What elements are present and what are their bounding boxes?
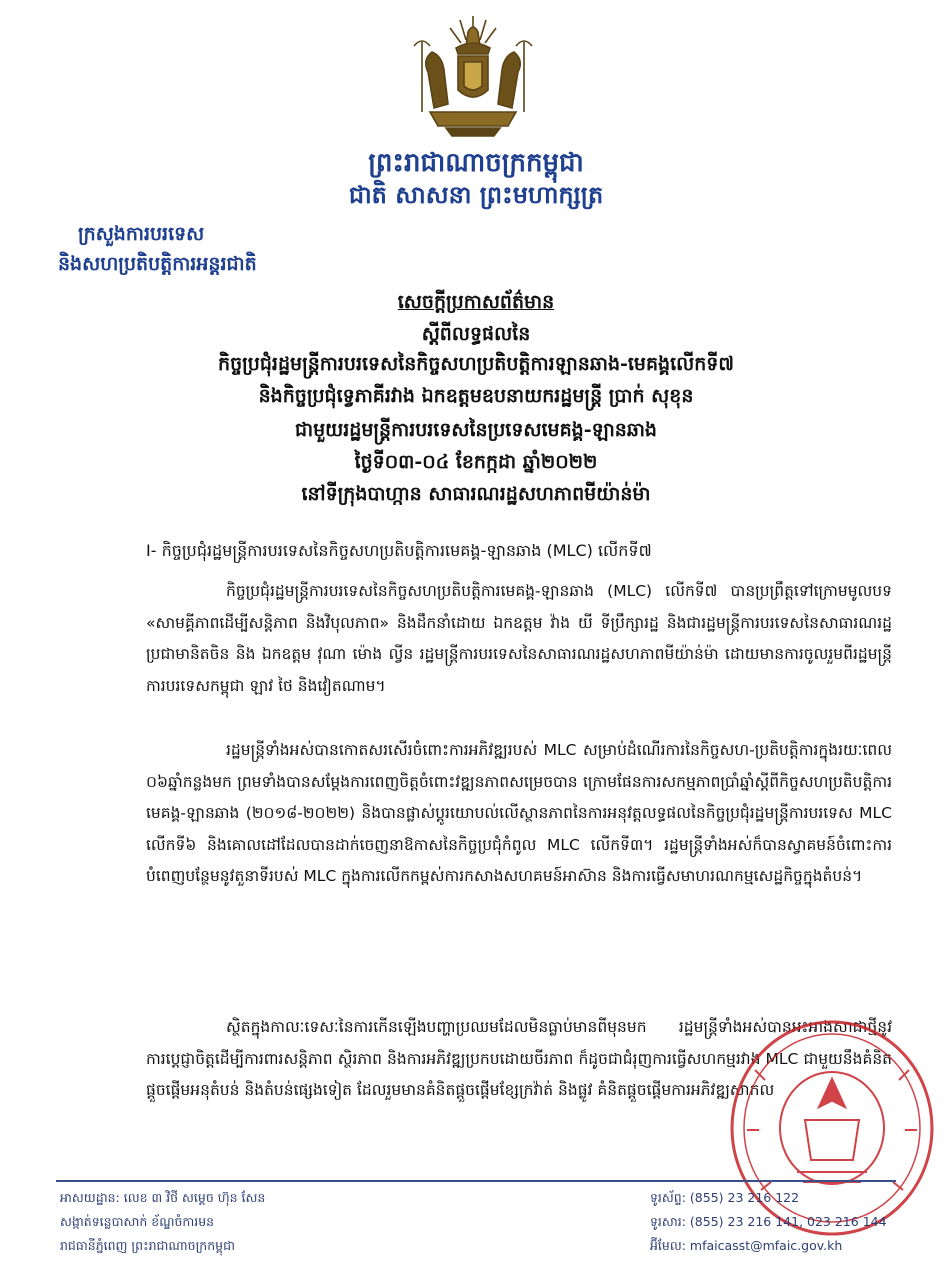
ministry-name-line2: និងសហប្រតិបត្តិការអន្តរជាតិ xyxy=(58,253,257,275)
footer-email: អ៊ីមែល: mfaicasst@mfaic.gov.kh xyxy=(650,1238,843,1253)
footer-address-line2: សង្កាត់ទន្លេបាសាក់ ខ័ណ្ឌចំការមន xyxy=(60,1214,215,1229)
body-paragraph-3: ស្ថិតក្នុងកាលៈទេសៈនៃការកើនឡើងបញ្ហាប្រឈមដែលមិនធ្លាប់មានពីមុនមក រដ្ឋមន្ត្រីទាំងអស់បានអះអាងសាជាថ្មីនូវការប្តេជ្ញាចិត្តដើម្បីការពារសន្តិភាព ស្ថិរភាព និងការអភិវឌ្ឍប្រកបដោយចីរភាព ក៏ដូចជាជំរុញការធ្វើសហកម្មរវាង MLC ជាមួយនឹងគំនិតផ្តួចផ្តើមអនុតំបន់ និងតំបន់ផ្សេងទៀត ដែលរួមមានគំនិតផ្តួចផ្តើមខ្សែក្រវ៉ាត់ និងផ្លូវ គំនិតផ្តួចផ្តើមការអភិវឌ្ឍសាកល xyxy=(146,1018,892,1099)
title-subject-line: ស្តីពីលទ្ធផលនៃ xyxy=(421,323,531,345)
title-bilateral-line: និងកិច្ចប្រជុំទ្វេភាគីរវាង ឯកឧត្តមឧបនាយករដ្ឋមន្ត្រី ប្រាក់ សុខុន xyxy=(258,385,694,407)
kingdom-name: ព្រះរាជាណាចក្រកម្ពុជា xyxy=(368,148,584,178)
footer-address-line1: អាសយដ្ឋាន: លេខ ៣ វិថី សម្តេច ហ៊ុន សែន xyxy=(60,1190,266,1205)
footer-address-line3: រាជធានីភ្នំពេញ ព្រះរាជាណាចក្រកម្ពុជា xyxy=(60,1238,235,1253)
body-paragraph-1: កិច្ចប្រជុំរដ្ឋមន្ត្រីការបរទេសនៃកិច្ចសហប្រតិបត្តិការមេគង្គ-ឡានឆាង (MLC) លើកទី៧ បានប្រព្រឹត្តទៅក្រោមមូលបទ «សាមគ្គីភាពដើម្បីសន្តិភាព និងវិបុលភាព» និងដឹកនាំដោយ ឯកឧត្តម វ៉ាង យី ទីប្រឹក្សារដ្ឋ និងជារដ្ឋមន្ត្រីការបរទេសនៃសាធារណរដ្ឋប្រជាមានិតចិន និង ឯកឧត្តម វុណា ម៉ោង ល្វីន រដ្ឋមន្ត្រីការបរទេសនៃសាធារណរដ្ឋសហភាពមីយ៉ាន់ម៉ា ដោយមានការចូលរួមពីរដ្ឋមន្ត្រីការបរទេសកម្ពុជា ឡាវ ថៃ និងវៀតណាម។ xyxy=(146,582,892,695)
document-title: សេចក្តីប្រកាសព័ត៌មាន xyxy=(397,291,555,313)
section-heading: I- កិច្ចប្រជុំរដ្ឋមន្ត្រីការបរទេសនៃកិច្ចសហប្រតិបត្តិការមេគង្គ-ឡានឆាង (MLC) លើកទី៧ xyxy=(146,541,652,560)
footer-phone: ទូរស័ព្ទ: (855) 23 216 122 xyxy=(650,1190,800,1205)
footer-divider xyxy=(56,1180,896,1182)
title-location-line: នៅទីក្រុងបាហ្កាន សាធារណរដ្ឋសហភាពមីយ៉ាន់ម៉ា xyxy=(301,483,651,505)
body-paragraph-2: រដ្ឋមន្ត្រីទាំងអស់បានកោតសរសើរចំពោះការអភិវឌ្ឍរបស់ MLC សម្រាប់ដំណើរការនៃកិច្ចសហ-ប្រតិបត្តិការក្នុងរយៈពេល ០៦ឆ្នាំកន្លងមក ព្រមទាំងបានសម្តែងការពេញចិត្តចំពោះវឌ្ឍនភាពសម្រេចបាន ក្រោមផែនការសកម្មភាពប្រាំឆ្នាំស្តីពីកិច្ចសហប្រតិបត្តិការមេគង្គ-ឡានឆាង (២០១៨-២០២២) និងបានផ្លាស់ប្តូរយោបល់លើស្ថានភាពនៃការអនុវត្តលទ្ធផលនៃកិច្ចប្រជុំរដ្ឋមន្ត្រីការបរទេស MLC លើកទី៦ និងគោលដៅដែលបានដាក់ចេញនាឱកាសនៃកិច្ចប្រជុំកំពូល MLC លើកទី៣។ រដ្ឋមន្ត្រីទាំងអស់ក៏បានស្វាគមន៍ចំពោះការបំពេញបន្ថែមនូវតួនាទីរបស់ MLC ក្នុងការលើកកម្ពស់ការកសាងសហគមន៍អាស៊ាន និងការធ្វើសមាហរណកម្មសេដ្ឋកិច្ចក្នុងតំបន់។ xyxy=(146,741,892,885)
footer-fax: ទូរសារ: (855) 23 216 141, 023 216 144 xyxy=(650,1214,887,1229)
title-meeting-line: កិច្ចប្រជុំរដ្ឋមន្ត្រីការបរទេសនៃកិច្ចសហប្រតិបត្តិការឡានឆាង-មេគង្គលើកទី៧ xyxy=(218,353,734,375)
ministry-name-line1: ក្រសួងការបរទេស xyxy=(78,223,205,245)
national-motto: ជាតិ សាសនា ព្រះមហាក្សត្រ xyxy=(348,180,604,209)
title-date-line: ថ្ងៃទី០៣-០៤ ខែកក្កដា ឆ្នាំ២០២២ xyxy=(354,451,598,473)
royal-coat-of-arms-icon xyxy=(408,12,538,140)
title-counterparts-line: ជាមួយរដ្ឋមន្ត្រីការបរទេសនៃប្រទេសមេគង្គ-ឡានឆាង xyxy=(294,419,657,441)
